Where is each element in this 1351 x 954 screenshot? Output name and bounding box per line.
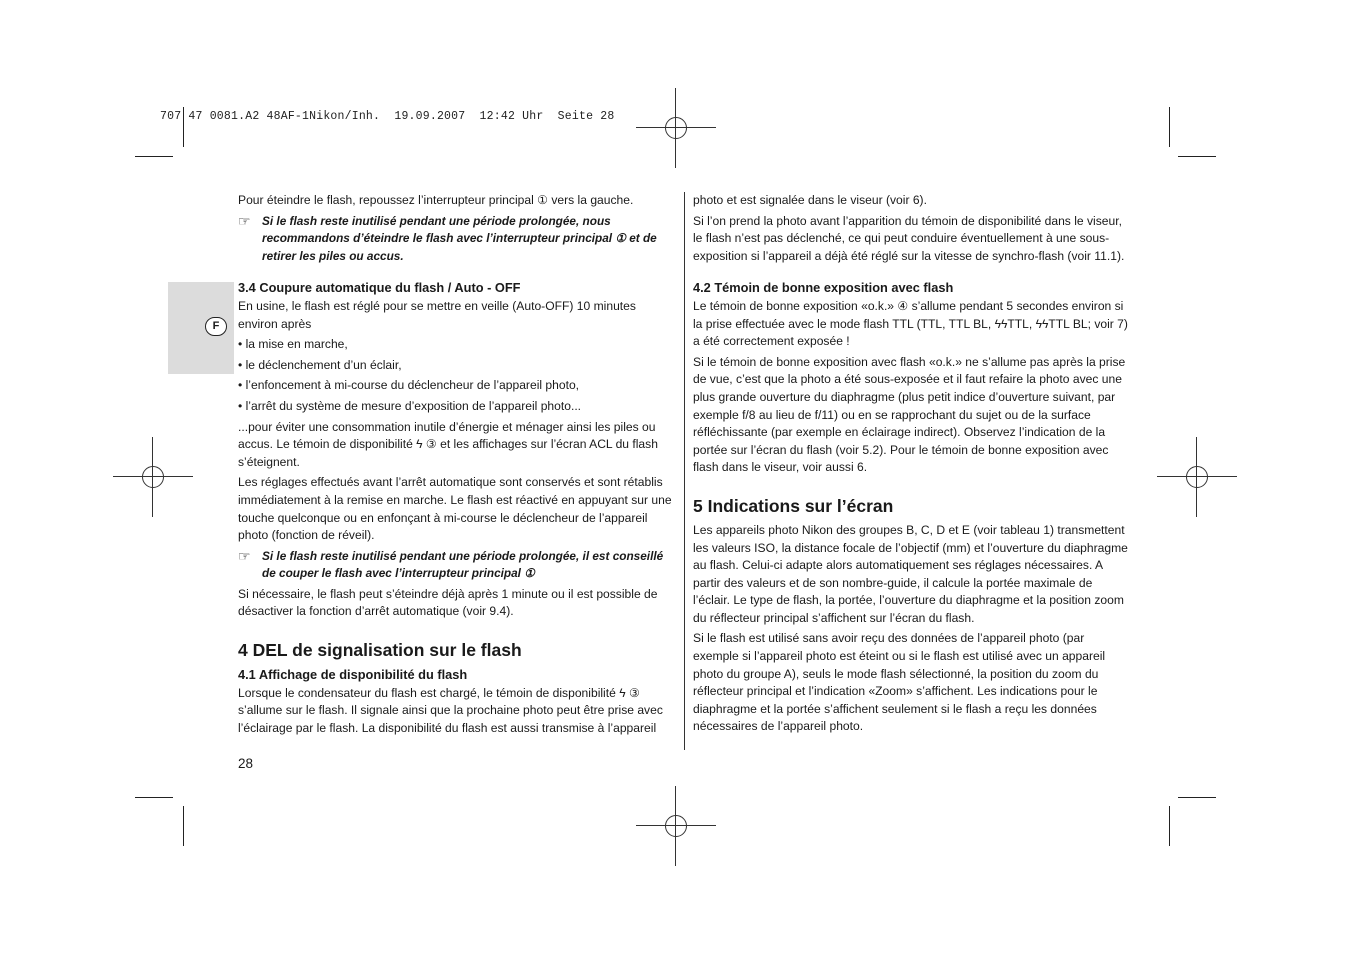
crop-mark [183,806,184,846]
chapter-heading-5: 5 Indications sur l’écran [693,495,894,516]
right-column [693,192,1131,739]
registration-mark-right-icon [1157,437,1237,517]
paragraph: Le témoin de bonne exposition «o.k.» ④ s’allume pendant 5 secondes environ si la prise effectuée avec le mode flash TTL (TTL, TTL BL, ϟϟTTL, ϟϟTTL BL; voir 7) a été correctement exposée ! [693,298,1128,349]
list-item: • l’enfoncement à mi-course du déclencheur de l’appareil photo, [238,378,580,393]
paragraph: Les réglages effectués avant l’arrêt automatique sont conservés et sont rétablis immédiatement à la remise en marche. Le flash est réactivé en appuyant sur une touche quelconque ou en enfonçant à mi-course le déclencheur de l’appareil photo (fonction de réveil). [238,475,672,543]
paragraph: Les appareils photo Nikon des groupes B, C, D et E (voir tableau 1) transmettent les valeurs ISO, la distance focale de l’objectif (mm) et l’ouverture du diaphragme au flash. Celui-ci adapte alors automatiquement ses réglages nécessaires. A partir des valeurs et de son nombre-guide, il calcule la portée maximale de l’éclair. Le type de flash, la portée, l’ouverture du diaphragme et la position zoom du réflecteur principal s’affichent sur l’écran du flash. [693,522,1128,625]
pointing-hand-icon: ☞ [238,547,251,564]
crop-mark [135,156,173,157]
section-heading-3-4: 3.4 Coupure automatique du flash / Auto - OFF [238,280,521,296]
paragraph: ...pour éviter une consommation inutile d’énergie et ménager ainsi les piles ou accus. Le témoin de disponibilité ϟ ③ et les affichages sur l’écran ACL du flash s’éteignent. [238,419,658,469]
language-tab-letter: F [205,317,227,336]
crop-mark [1178,797,1216,798]
registration-mark-bottom-icon [636,786,716,866]
column-divider [684,192,685,750]
crop-mark [1169,107,1170,147]
page-number: 28 [238,756,254,771]
section-heading-4-1: 4.1 Affichage de disponibilité du flash [238,667,468,683]
crop-mark [1169,806,1170,846]
note-text: Si le flash reste inutilisé pendant une période prolongée, il est conseillé de couper le flash avec l’interrupteur principal ① [262,548,664,581]
note [238,548,678,583]
paragraph: Si le témoin de bonne exposition avec flash «o.k.» ne s’allume pas après la prise de vue, c’est que la photo a été sous-exposée et il faut refaire la photo avec une plus grande ouverture du diaphragme (plus petit indice d’ouverture suivant, par exemple f/8 au lieu de f/11) ou en se rapprochant du sujet ou de la surface réfléchissante (par exemple en éclairage indirect). Observez l’indication de la portée sur l’écran du flash (voir 5.2). Pour le témoin de bonne exposition avec flash dans le viseur, voir aussi 6. [693,354,1126,475]
registration-mark-left-icon [113,437,193,517]
note-text: Si le flash reste inutilisé pendant une période prolongée, nous recommandons d’éteindre le flash avec l’interrupteur principal ① et de retirer les piles ou accus. [262,213,657,263]
crop-mark [1178,156,1216,157]
language-tab [168,282,234,374]
registration-mark-top-icon [636,88,716,168]
paragraph: photo et est signalée dans le viseur (voir 6). [693,193,927,207]
print-slug: 707 47 0081.A2 48AF-1Nikon/Inh. 19.09.2007 12:42 Uhr Seite 28 [160,110,615,123]
paragraph: Lorsque le condensateur du flash est chargé, le témoin de disponibilité ϟ ③ s’allume sur le flash. Il signale ainsi que la prochaine photo peut être prise avec l’éclairage par le flash. La disponibilité du flash est aussi transmise à l’appareil [238,685,663,735]
list-item: • la mise en marche, [238,337,348,352]
paragraph: En usine, le flash est réglé pour se mettre en veille (Auto-OFF) 10 minutes environ après [238,298,636,331]
paragraph: Si nécessaire, le flash peut s’éteindre déjà après 1 minute ou il est possible de désactiver la fonction d’arrêt automatique (voir 9.4). [238,586,658,619]
list-item: • le déclenchement d’un éclair, [238,357,402,372]
paragraph: Si l’on prend la photo avant l’apparition du témoin de disponibilité dans le viseur, le flash n’est pas déclenché, ce qui peut conduire éventuellement à une sous-exposition si l’appareil a déjà été réglé sur la vitesse de synchro-flash (voir 11.1). [693,213,1125,263]
paragraph: Pour éteindre le flash, repoussez l’interrupteur principal ① vers la gauche. [238,193,634,207]
crop-mark [135,797,173,798]
paragraph: Si le flash est utilisé sans avoir reçu des données de l’appareil photo (par exemple si l’appareil photo est éteint ou si le flash est utilisé avec un appareil photo du groupe A), seuls le mode flash sélectionné, la position du zoom du réflecteur principal et l’indication «Zoom» s’affichent. Les indications pour le diaphragme et la portée s’affichent seulement si le flash a reçu les données nécessaires de l’appareil photo. [693,631,1106,734]
chapter-heading-4: 4 DEL de signalisation sur le flash [238,640,522,661]
left-column [238,192,678,740]
pointing-hand-icon: ☞ [238,212,251,229]
section-heading-4-2: 4.2 Témoin de bonne exposition avec flash [693,280,954,296]
note [238,213,678,266]
list-item: • l’arrêt du système de mesure d’exposition de l’appareil photo... [238,398,582,413]
